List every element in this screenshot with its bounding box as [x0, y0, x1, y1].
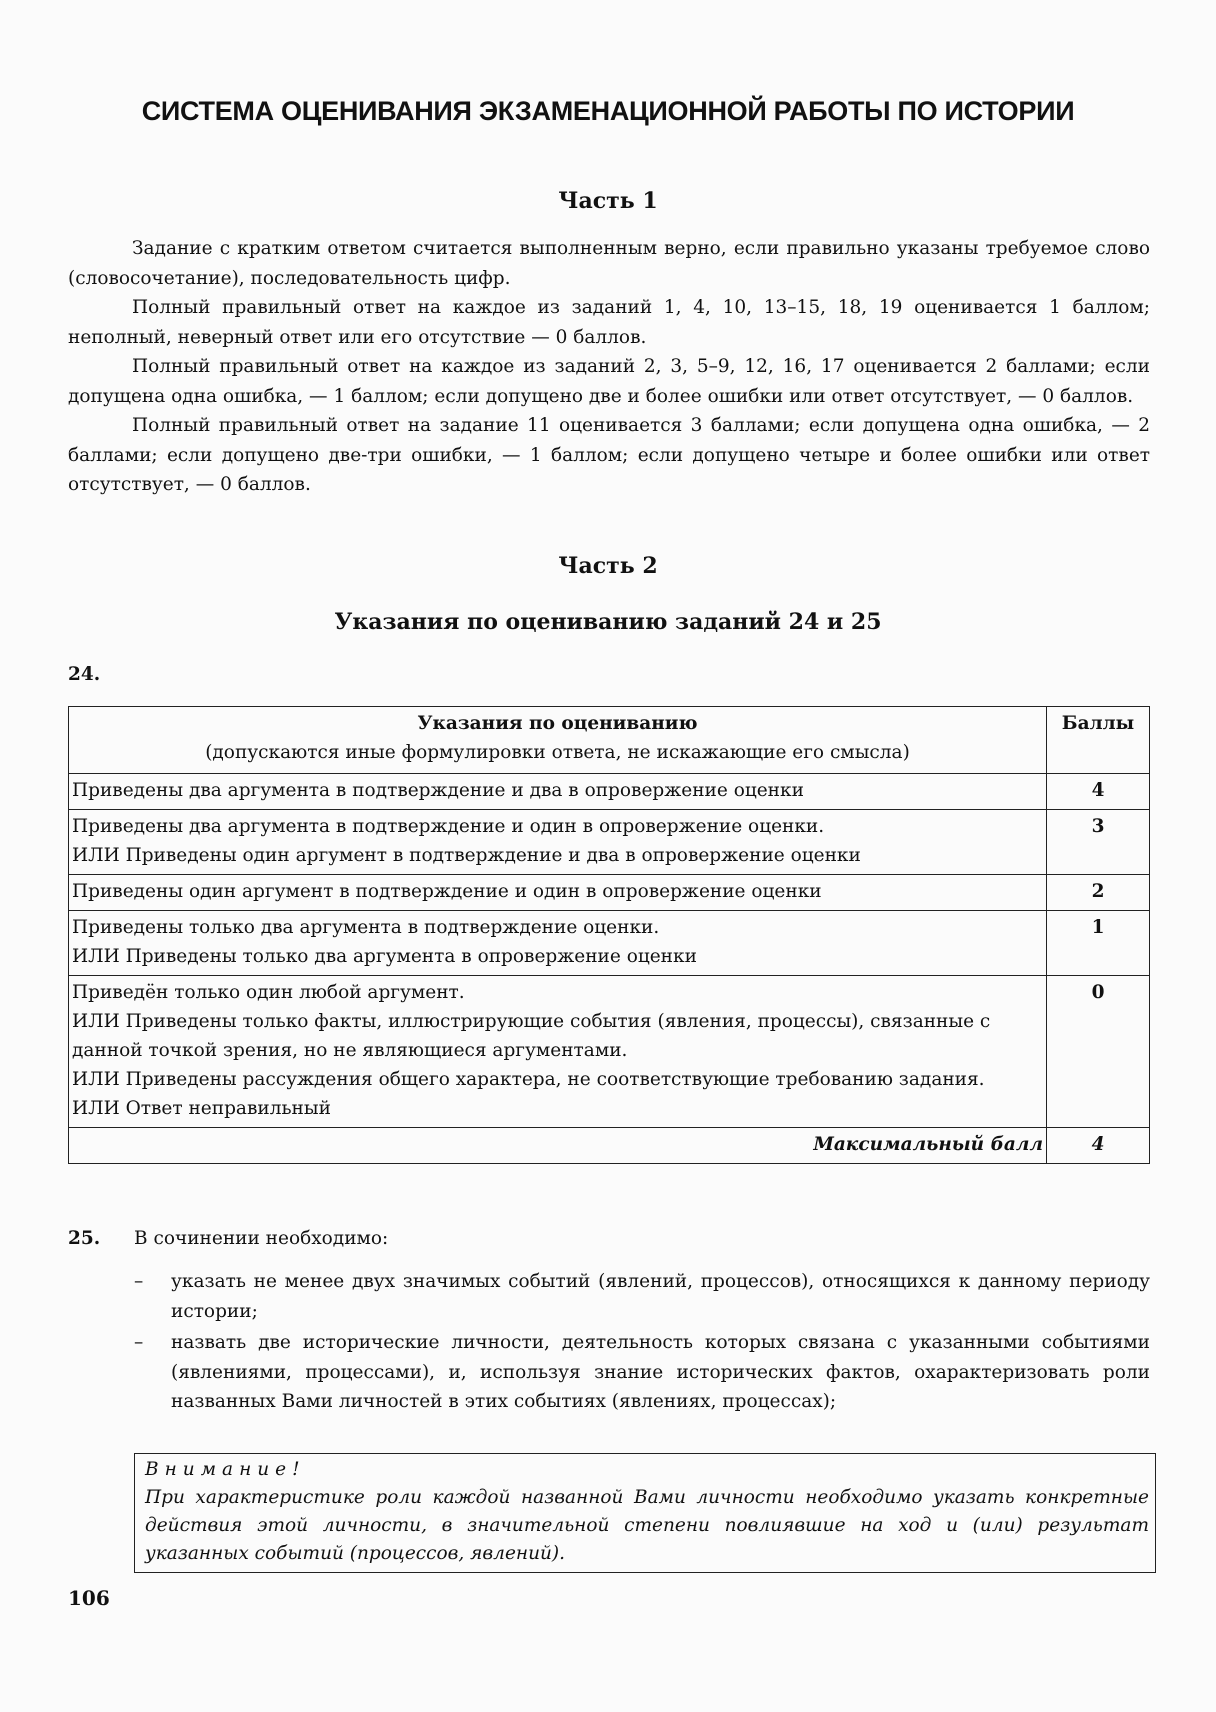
points-cell: 2 [1047, 875, 1150, 911]
page-number: 106 [68, 1586, 110, 1610]
points-cell: 3 [1047, 810, 1150, 875]
part2-subheading: Указания по оцениванию заданий 24 и 25 [334, 609, 882, 635]
part2-heading: Часть 2 [558, 553, 658, 579]
header-col2: Баллы [1047, 707, 1150, 774]
task25-lead: В сочинении необходимо: [134, 1228, 389, 1249]
attention-box [134, 1453, 1156, 1573]
points-cell: 4 [1047, 774, 1150, 810]
paragraph: Полный правильный ответ на задание 11 оценивается 3 баллами; если допущена одна ошибка, — 2 баллами; если допущено две-три ошибки, — 1 баллом; если допущено четыре и более ошибки или ответ отсутствует, — 0 баллов. [68, 415, 1150, 495]
table-row [69, 911, 1150, 976]
paragraph: Полный правильный ответ на каждое из заданий 2, 3, 5–9, 12, 16, 17 оценивается 2 баллами; если допущена одна ошибка, — 1 баллом; если допущено две и более ошибки или ответ отсутствует, — 0 баллов. [68, 356, 1150, 407]
criteria-line: Приведён только один любой аргумент. [72, 982, 465, 1003]
paragraph: Полный правильный ответ на каждое из заданий 1, 4, 10, 13–15, 18, 19 оценивается 1 баллом; неполный, неверный ответ или его отсутствие — 0 баллов. [68, 297, 1150, 348]
criteria-line: ИЛИ Приведены только факты, иллюстрирующие события (явления, процессы), связанные с данной точкой зрения, но не являющиеся аргументами. [72, 1011, 991, 1061]
list-item [134, 1328, 1150, 1417]
criteria-line: ИЛИ Приведены только два аргумента в опровержение оценки [72, 946, 697, 967]
criteria-line: ИЛИ Приведены рассуждения общего характера, не соответствующие требованию задания. [72, 1069, 985, 1090]
criteria-line: Приведены только два аргумента в подтверждение оценки. [72, 917, 660, 938]
max-row [69, 1128, 1150, 1164]
criteria-cell [69, 976, 1047, 1128]
points-cell: 1 [1047, 911, 1150, 976]
max-points: 4 [1047, 1128, 1150, 1164]
grading-table [68, 706, 1150, 1164]
points-cell: 0 [1047, 976, 1150, 1128]
dash-bullet: – [134, 1332, 144, 1353]
criteria-cell: Приведены один аргумент в подтверждение и один в опровержение оценки [69, 875, 1047, 911]
list-item-text: указать не менее двух значимых событий (явлений, процессов), относящихся к данному периоду истории; [171, 1271, 1150, 1322]
page-title: СИСТЕМА ОЦЕНИВАНИЯ ЭКЗАМЕНАЦИОННОЙ РАБОТЫ ПО ИСТОРИИ [141, 96, 1075, 126]
table-row [69, 976, 1150, 1128]
header-col1-note: (допускаются иные формулировки ответа, не искажающие его смысла) [205, 742, 910, 763]
table-row [69, 875, 1150, 911]
part1-heading: Часть 1 [558, 188, 658, 214]
table-row [69, 810, 1150, 875]
criteria-cell [69, 810, 1047, 875]
dash-bullet: – [134, 1271, 144, 1292]
criteria-cell [69, 911, 1047, 976]
header-col1-title: Указания по оцениванию [417, 713, 698, 734]
paragraph: Задание с кратким ответом считается выполненным верно, если правильно указаны требуемое слово (словосочетание), последовательность цифр. [68, 238, 1150, 289]
criteria-line: ИЛИ Приведены один аргумент в подтверждение и два в опровержение оценки [72, 845, 861, 866]
list-item-text: назвать две исторические личности, деятельность которых связана с указанными событиями (явлениями, процессами), и, используя знание исторических фактов, охарактеризовать роли названных Вами личностей в этих событиях (явлениях, процессах); [171, 1332, 1150, 1412]
task25-number: 25. [68, 1228, 101, 1249]
attention-text: При характеристике роли каждой названной Вами личности необходимо указать конкретные действия этой личности, в значительной степени повлиявшие на ход и (или) результат указанных событий (процессов, явлений). [145, 1487, 1149, 1564]
requirements-list [134, 1267, 1150, 1419]
part1-text [68, 234, 1150, 500]
table-header [69, 707, 1150, 774]
criteria-line: Приведены два аргумента в подтверждение и один в опровержение оценки. [72, 816, 825, 837]
max-label: Максимальный балл [69, 1128, 1047, 1164]
table-row [69, 774, 1150, 810]
criteria-cell: Приведены два аргумента в подтверждение и два в опровержение оценки [69, 774, 1047, 810]
task24-number: 24. [68, 664, 101, 685]
criteria-line: ИЛИ Ответ неправильный [72, 1098, 331, 1119]
list-item [134, 1267, 1150, 1326]
attention-title: Внимание! [145, 1459, 306, 1480]
